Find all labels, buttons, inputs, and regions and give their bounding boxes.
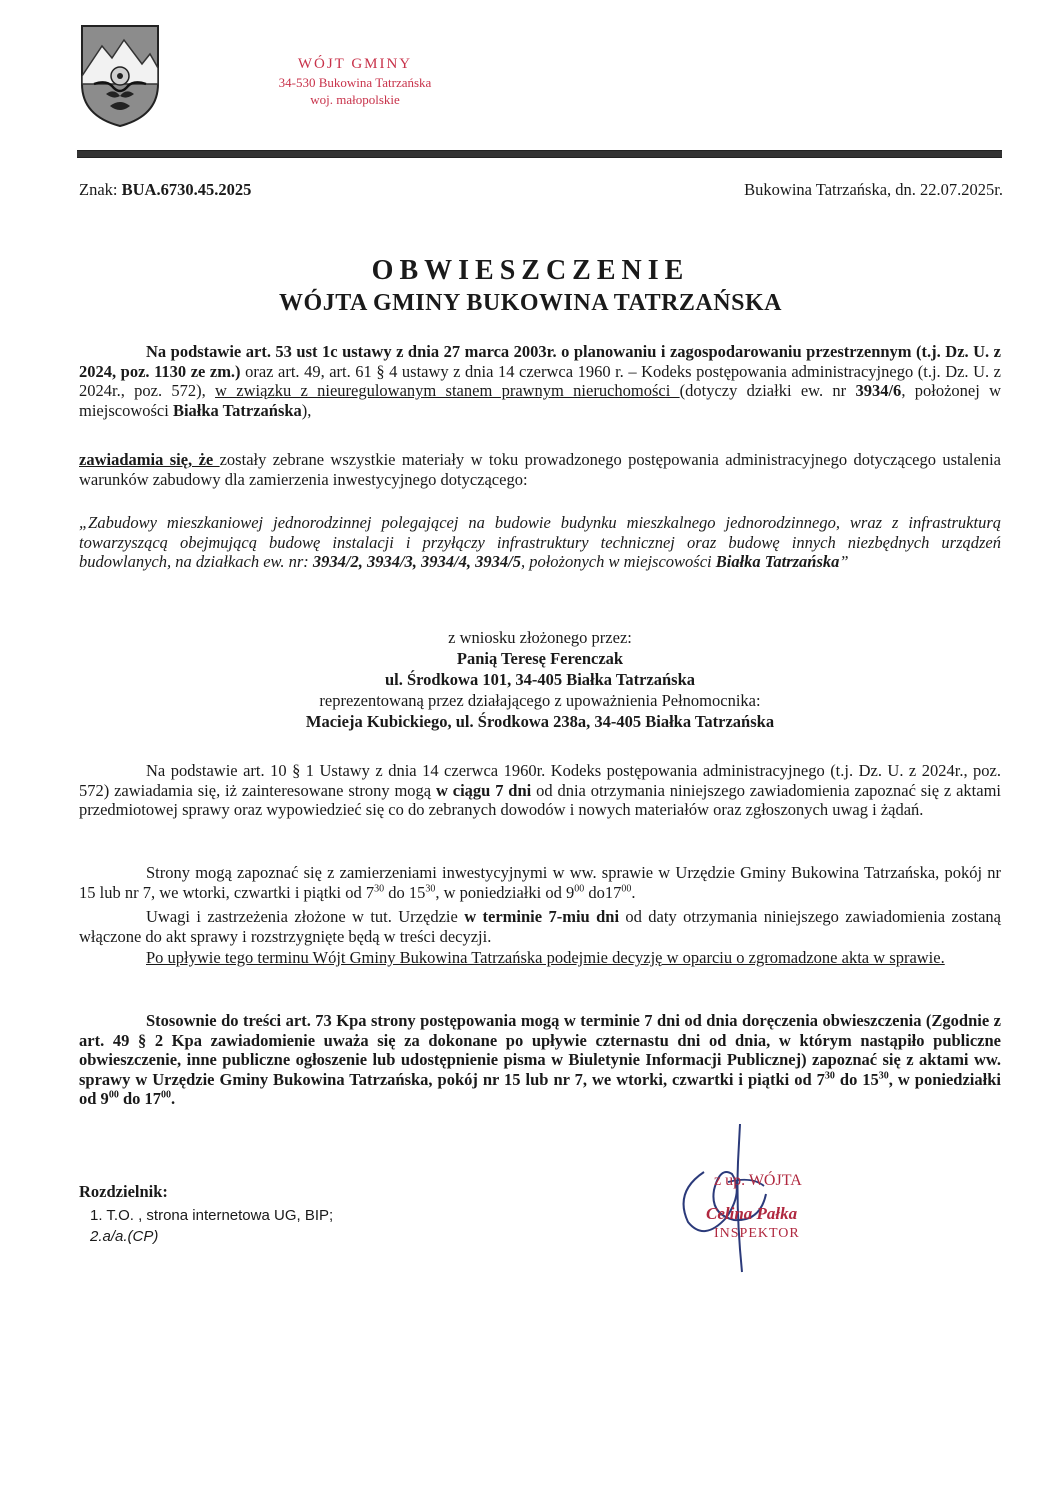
municipality-crest-icon bbox=[80, 24, 160, 128]
legal-basis-bold: Na podstawie art. 53 ust 1c ustawy z dnia 27 marca 2003r. o planowaniu i zagospodarowaniu przestrzennym (t.j. Dz. U. z 2024, poz. 1130 ze zm.) bbox=[79, 342, 1001, 381]
applicant-address: ul. Środkowa 101, 34-405 Białka Tatrzańska bbox=[384, 670, 696, 689]
hours-text: , w poniedziałki od 9 bbox=[435, 882, 575, 902]
notification-paragraph bbox=[79, 450, 1001, 489]
legal-basis-text: oraz art. 49, art. 61 § 4 ustawy z dnia 14 czerwca 1960 r. – Kodeks postępowania administracyjnego (t.j. Dz. U. z 2024r., poz. 572), bbox=[79, 361, 1001, 400]
investment-location-text: , położonych w miejscowości bbox=[520, 552, 716, 571]
notice-text: Stosownie do treści art. 73 Kpa strony postępowania mogą w terminie 7 dni od dnia doręczenia obwieszczenia (Zgodnie z art. 49 § 2 Kpa zawiadomienie uważa się za dokonane po upływie czternastu dni od dnia, w którym nastąpiło publiczne obwieszczenie, inne publiczne ogłoszenie lub udostępnienie pisma w Biuletynie Informacji Publicznej) zapoznać się z aktami ww. sprawy w Urzędzie Gminy Bukowina Tatrzańska, pokój nr 15 lub nr 7, we wtorki, czwartki i piątki od 7 bbox=[79, 1011, 1001, 1089]
comments-text: Uwagi i zastrzeżenia złożone w tut. Urzędzie bbox=[146, 907, 465, 926]
distribution-heading: Rozdzielnik: bbox=[79, 1182, 168, 1201]
hours-text: . bbox=[631, 882, 636, 902]
office-stamp bbox=[250, 56, 460, 108]
applicant-intro: z wniosku złożonego przez: bbox=[448, 628, 632, 647]
review-rights-paragraph bbox=[79, 761, 1001, 820]
representative-name: Macieja Kubickiego, ul. Środkowa 238a, 34-405 Białka Tatrzańska bbox=[305, 712, 775, 731]
notice-text: do 17 bbox=[118, 1089, 161, 1108]
comments-paragraph bbox=[79, 907, 1001, 946]
applicant-name: Panią Teresę Ferenczak bbox=[456, 649, 624, 668]
page-title: OBWIESZCZENIE bbox=[371, 255, 690, 286]
decision-text: Po upływie tego terminu Wójt Gminy Bukowina Tatrzańska podejmie decyzję w oparciu o zgromadzone akta w sprawie. bbox=[146, 948, 945, 967]
public-notice-paragraph bbox=[79, 1011, 1001, 1109]
quote-close: ” bbox=[839, 552, 849, 571]
notice-text: . bbox=[171, 1089, 176, 1108]
notification-lead: zawiadamia się, że bbox=[79, 450, 220, 469]
distribution-item-1: 1. T.O. , strona internetowa UG, BIP; bbox=[90, 1207, 334, 1224]
hours-text: Strony mogą zapoznać się z zamierzeniami inwestycyjnymi w ww. sprawie w Urzędzie Gminy Bukowina Tatrzańska, pokój nr 15 lub nr 7, we wtorki, czwartki i piątki od 7 bbox=[79, 863, 1001, 902]
legal-basis-paragraph bbox=[79, 342, 1001, 420]
decision-paragraph bbox=[79, 948, 1001, 968]
notification-text: zostały zebrane wszystkie materiały w toku prowadzonego postępowania administracyjnego dotyczącego ustalenia warunków zabudowy dla zamierzenia inwestycyjnego dotyczącego: bbox=[79, 450, 1001, 489]
office-hours-paragraph bbox=[79, 863, 1001, 902]
investment-location: Białka Tatrzańska bbox=[715, 552, 840, 571]
location-text: , położonej w miejscowości bbox=[79, 381, 1002, 420]
location-name: Białka Tatrzańska bbox=[172, 400, 302, 420]
stamp-line-1: WÓJT GMINY bbox=[297, 56, 413, 72]
reference-label: Znak: bbox=[79, 180, 122, 199]
review-text: Na podstawie art. 10 § 1 Ustawy z dnia 14 czerwca 1960r. Kodeks postępowania administracyjnego (t.j. Dz. U. z 2024r., poz. 572) zawiadamia się, iż zainteresowane strony mogą bbox=[79, 761, 1001, 800]
hours-text: do 15 bbox=[384, 882, 426, 902]
investment-text: „Zabudowy mieszkaniowej jednorodzinnej polegającej na budowie budynku mieszkalnego jednorodzinnego, wraz z infrastrukturą towarzyszącą obejmującą budowę instalacji i przyłączy infrastruktury technicznej oraz budowę innych niezbędnych urządzeń budowlanych, na działkach ew. nr: bbox=[79, 513, 1001, 571]
notice-sup: 00 bbox=[108, 1089, 119, 1101]
paragraph-end: ), bbox=[301, 400, 312, 420]
comments-deadline: w terminie 7-miu dni bbox=[464, 907, 620, 926]
hours-sup: 30 bbox=[425, 883, 436, 894]
review-text-2: od dnia otrzymania niniejszego zawiadomienia zapoznać się z aktami przedmiotowej sprawy oraz wypowiedzieć się co do zebranych dowodów i nowych materiałów oraz zgłoszonych uwag i żądań. bbox=[79, 780, 1002, 819]
signature-line-3: INSPEKTOR bbox=[714, 1226, 800, 1241]
reference-number bbox=[79, 180, 251, 200]
reference-value: BUA.6730.45.2025 bbox=[121, 180, 252, 199]
hours-sup: 30 bbox=[374, 883, 385, 894]
notice-sup: 30 bbox=[878, 1070, 889, 1081]
place-date: Bukowina Tatrzańska, dn. 22.07.2025r. bbox=[744, 180, 1003, 199]
stamp-line-2: 34-530 Bukowina Tatrzańska bbox=[278, 75, 432, 90]
legal-basis-underlined: w związku z nieuregulowanym stanem prawnym nieruchomości bbox=[215, 381, 680, 400]
review-deadline: w ciągu 7 dni bbox=[435, 780, 532, 800]
hours-sup: 00 bbox=[621, 883, 632, 894]
header-divider bbox=[77, 150, 1002, 158]
applicant-block bbox=[79, 627, 1001, 732]
investment-plots: 3934/2, 3934/3, 3934/4, 3934/5 bbox=[312, 552, 521, 571]
representative-intro: reprezentowaną przez działającego z upoważnienia Pełnomocnika: bbox=[319, 691, 761, 710]
notice-text: , w poniedziałki od 9 bbox=[79, 1069, 1001, 1108]
signature-line-1: z up. WÓJTA bbox=[714, 1172, 802, 1189]
signature-line-2: Celina Pałka bbox=[706, 1204, 798, 1223]
investment-description bbox=[79, 513, 1001, 572]
notice-text: do 15 bbox=[834, 1069, 879, 1089]
hours-text: do17 bbox=[584, 882, 622, 902]
comments-text-2: od daty otrzymania niniejszego zawiadomienia zostaną włączone do akt sprawy i rozstrzygnięte będą w treści decyzji. bbox=[79, 907, 1001, 946]
notice-sup: 30 bbox=[824, 1070, 835, 1081]
signature-stamp bbox=[668, 1122, 828, 1292]
notice-sup: 00 bbox=[161, 1089, 171, 1101]
stamp-line-3: woj. małopolskie bbox=[310, 92, 400, 107]
plot-text: (dotyczy działki ew. nr bbox=[679, 381, 856, 400]
plot-number: 3934/6 bbox=[855, 381, 902, 400]
hours-sup: 00 bbox=[574, 883, 585, 894]
page-subtitle: WÓJTA GMINY BUKOWINA TATRZAŃSKA bbox=[279, 290, 782, 316]
distribution-item-2: 2.a/a.(CP) bbox=[90, 1228, 159, 1245]
